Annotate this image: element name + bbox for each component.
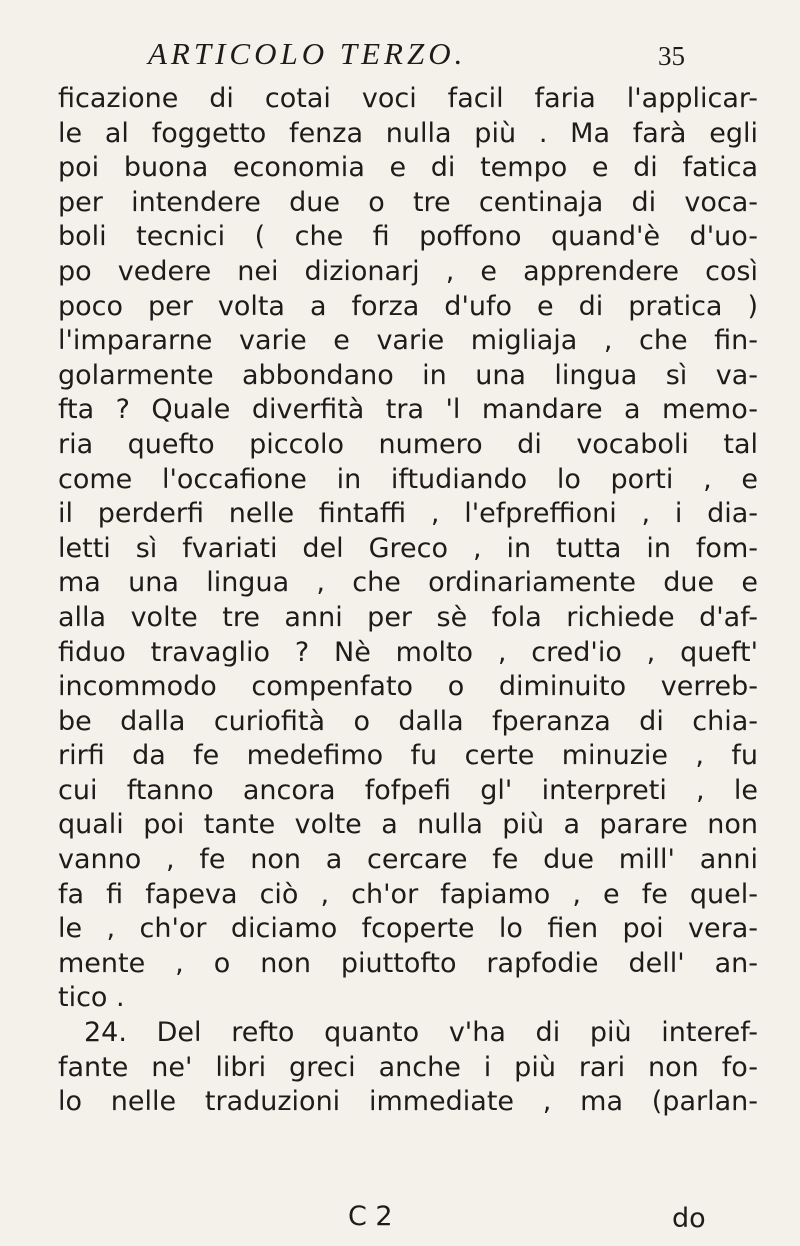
text-line: poco per volta a forza d'ufo e di pratica ) xyxy=(58,290,758,322)
text-line: le , ch'or diciamo fcoperte lo fien poi vera- xyxy=(58,913,758,945)
text-line: incommodo compenfato o diminuito verreb- xyxy=(58,671,758,703)
text-line: be dalla curiofità o dalla fperanza di chia- xyxy=(58,705,758,737)
text-line: po vedere nei dizionarj , e apprendere così xyxy=(58,255,758,287)
text-line: l'impararne varie e varie migliaja , che fin- xyxy=(58,325,758,357)
signature-mark: C 2 xyxy=(348,1201,393,1232)
text-line: fante ne' libri greci anche i più rari non fo- xyxy=(58,1051,758,1083)
text-line: il perderfi nelle fintaffi , l'efpreffioni , i dia- xyxy=(58,498,758,530)
text-line: boli tecnici ( che fi poffono quand'è d'uo- xyxy=(58,221,758,253)
text-line: fiduo travaglio ? Nè molto , cred'io , queft' xyxy=(58,636,758,668)
text-line: ma una lingua , che ordinariamente due e xyxy=(58,567,758,599)
text-line: vanno , fe non a cercare fe due mill' anni xyxy=(58,844,758,876)
page-number: 35 xyxy=(658,41,685,71)
text-line: per intendere due o tre centinaja di voca- xyxy=(58,186,758,218)
text-line: rirfi da fe medefimo fu certe minuzie , fu xyxy=(58,740,758,772)
text-line: golarmente abbondano in una lingua sì va- xyxy=(58,359,758,391)
text-line: lo nelle traduzioni immediate , ma (parlan- xyxy=(58,1086,758,1118)
text-line: ficazione di cotai voci facil faria l'applicar- xyxy=(58,83,758,114)
text-line: come l'occafione in iftudiando lo porti , e xyxy=(58,463,758,495)
paragraph-end-line: tico . xyxy=(58,982,125,1014)
text-line: le al foggetto fenza nulla più . Ma farà egli xyxy=(58,117,758,149)
text-line: alla volte tre anni per sè fola richiede d'af- xyxy=(58,601,758,633)
paragraph-start-line: 24. Del refto quanto v'ha di più interef- xyxy=(84,1017,758,1049)
running-title: ARTICOLO TERZO. xyxy=(148,36,467,71)
catchword: do xyxy=(672,1203,706,1234)
text-line: fta ? Quale diverfità tra 'l mandare a memo- xyxy=(58,394,758,426)
page-footer xyxy=(0,1201,800,1237)
text-line: ria quefto piccolo numero di vocaboli tal xyxy=(58,428,758,460)
text-line: cui ftanno ancora fofpefi gl' interpreti , le xyxy=(58,774,758,806)
text-line: mente , o non piuttofto rapfodie dell' an- xyxy=(58,947,758,979)
text-line: fa fi fapeva ciò , ch'or fapiamo , e fe quel- xyxy=(58,878,758,910)
text-line: letti sì fvariati del Greco , in tutta in fom- xyxy=(58,532,758,564)
running-head xyxy=(0,34,800,74)
text-line: quali poi tante volte a nulla più a parare non xyxy=(58,809,758,841)
text-line: poi buona economia e di tempo e di fatica xyxy=(58,152,758,184)
body-text xyxy=(58,82,758,1120)
